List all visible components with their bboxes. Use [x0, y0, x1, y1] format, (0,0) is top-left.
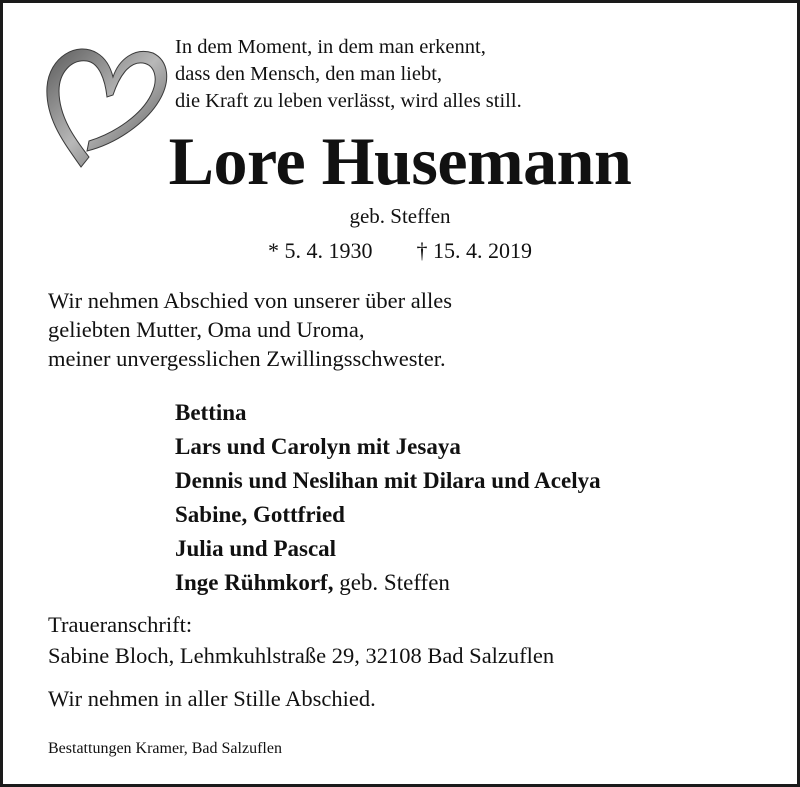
birth-date: * 5. 4. 1930 — [268, 238, 373, 263]
death-date: † 15. 4. 2019 — [416, 238, 532, 263]
poem-line: dass den Mensch, den man liebt, — [175, 63, 443, 85]
farewell-line: Wir nehmen Abschied von unserer über alles — [48, 288, 452, 313]
mourners-list — [175, 396, 601, 600]
closing-text: Wir nehmen in aller Stille Abschied. — [48, 686, 376, 711]
birth-name: geb. Steffen — [349, 204, 451, 228]
life-dates — [3, 236, 797, 266]
farewell-text — [48, 286, 452, 373]
mourner-entry: Sabine, Gottfried — [175, 502, 345, 527]
farewell-line: meiner unvergesslichen Zwillingsschwester. — [48, 346, 446, 371]
address-text: Sabine Bloch, Lehmkuhlstraße 29, 32108 Bad Salzuflen — [48, 643, 555, 668]
mourner-entry: Dennis und Neslihan mit Dilara und Acelya — [175, 468, 601, 493]
farewell-line: geliebten Mutter, Oma und Uroma, — [48, 317, 365, 342]
poem-line: In dem Moment, in dem man erkennt, — [175, 36, 486, 58]
mourner-entry: Bettina — [175, 400, 247, 425]
mourner-entry: Lars und Carolyn mit Jesaya — [175, 434, 461, 459]
address-label: Traueranschrift: — [48, 612, 193, 637]
mourner-name: Inge Rühmkorf, — [175, 570, 334, 595]
deceased-name: Lore Husemann — [168, 123, 632, 199]
mourner-entry: Julia und Pascal — [175, 536, 337, 561]
poem-line: die Kraft zu leben verlässt, wird alles still. — [175, 90, 522, 112]
mourner-entry — [175, 566, 601, 600]
undertaker-credit: Bestattungen Kramer, Bad Salzuflen — [48, 740, 282, 757]
poem-quote — [175, 34, 522, 115]
mourning-address — [48, 609, 554, 671]
mourner-birth-name: geb. Steffen — [333, 570, 450, 595]
